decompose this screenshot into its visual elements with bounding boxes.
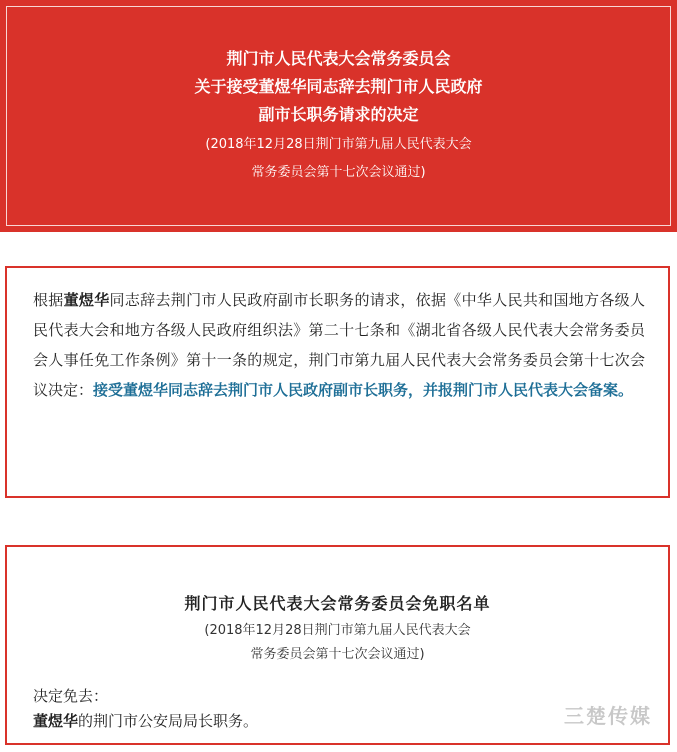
header-title-line-2: 关于接受董煜华同志辞去荆门市人民政府: [194, 77, 483, 96]
dismissal-subtitle-line-2: 常务委员会第十七次会议通过): [250, 647, 425, 662]
header-subtitle-line-2: 常务委员会第十七次会议通过): [251, 165, 426, 180]
dismissal-position: 的荆门市公安局局长职务。: [78, 712, 259, 730]
dismissal-person-name: 董煜华: [33, 712, 79, 730]
watermark-logo: 三楚传媒: [564, 704, 652, 728]
decision-header-banner: [0, 0, 677, 232]
decision-paragraph: [33, 285, 645, 405]
dismissal-title: 荆门市人民代表大会常务委员会免职名单: [184, 594, 491, 613]
decision-conclusion: 接受董煜华同志辞去荆门市人民政府副市长职务，并报荆门市人民代表大会备案。: [93, 381, 634, 399]
header-subtitle-line-1: (2018年12月28日荆门市第九届人民代表大会: [205, 137, 472, 152]
decision-text-prefix: 根据: [33, 291, 64, 309]
header-title-line-3: 副市长职务请求的决定: [258, 105, 419, 124]
dismissal-intro: 决定免去：: [33, 687, 109, 705]
header-inner-frame: [6, 6, 671, 226]
decision-text-body: 同志辞去荆门市人民政府副市长职务的请求，依据《中华人民共和国地方各级人民代表大会和地方各级人民政府组织法》第二十七条和《湖北省各级人民代表大会常务委员会人事任免工作条例》第十一条的规定，荆门市第九届人民代表大会常务委员会第十七次会议决定：: [33, 291, 645, 399]
header-title-line-1: 荆门市人民代表大会常务委员会: [226, 49, 451, 68]
dismissal-subtitle-line-1: (2018年12月28日荆门市第九届人民代表大会: [204, 623, 471, 638]
person-name: 董煜华: [63, 291, 110, 309]
dismissal-list-box: [5, 545, 670, 745]
dismissal-entry: [33, 710, 258, 731]
decision-body-box: [5, 266, 670, 498]
